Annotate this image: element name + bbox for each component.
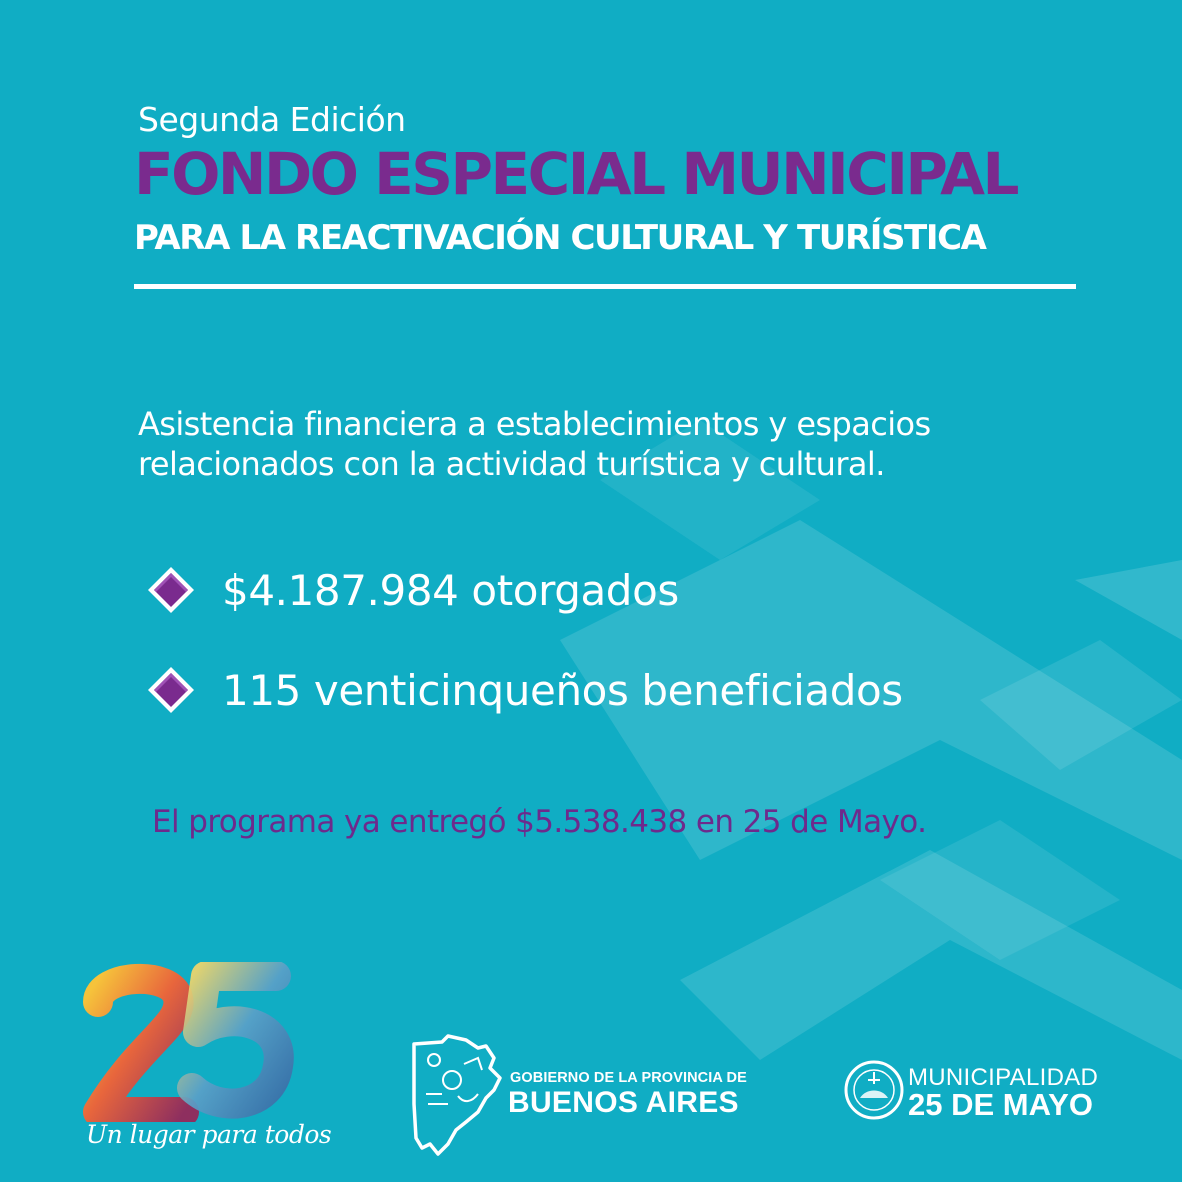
page-subtitle: PARA LA REACTIVACIÓN CULTURAL Y TURÍSTICA xyxy=(134,218,986,258)
highlight-item-amount xyxy=(146,560,679,620)
diamond-bullet-icon xyxy=(146,665,196,715)
logo-municipalidad xyxy=(844,1050,1144,1130)
logo-25-un-lugar-para-todos xyxy=(80,962,332,1162)
municipality-label-line2: 25 DE MAYO xyxy=(908,1087,1093,1122)
province-label-line1: GOBIERNO DE LA PROVINCIA DE xyxy=(510,1070,747,1086)
logo-25-icon xyxy=(80,962,300,1122)
edition-label: Segunda Edición xyxy=(138,100,406,139)
title-divider xyxy=(134,284,1076,289)
logo-gobierno-buenos-aires xyxy=(408,1034,758,1158)
municipality-label-line1: MUNICIPALIDAD xyxy=(908,1064,1099,1091)
program-total-note: El programa ya entregó $5.538.438 en 25 de Mayo. xyxy=(152,804,927,840)
highlight-text: $4.187.984 otorgados xyxy=(222,565,679,615)
highlight-item-beneficiaries xyxy=(146,660,903,720)
province-label-line2: BUENOS AIRES xyxy=(508,1086,739,1119)
description-text: Asistencia financiera a establecimientos y espacios relacionados con la actividad turística y cultural. xyxy=(138,405,931,483)
page-title: FONDO ESPECIAL MUNICIPAL xyxy=(134,140,1017,208)
diamond-bullet-icon xyxy=(146,565,196,615)
municipal-seal-icon xyxy=(844,1050,904,1130)
highlight-text: 115 venticinqueños beneficiados xyxy=(222,665,903,715)
buenos-aires-province-map-icon xyxy=(408,1034,504,1158)
logo-25-tagline: Un lugar para todos xyxy=(86,1120,332,1149)
